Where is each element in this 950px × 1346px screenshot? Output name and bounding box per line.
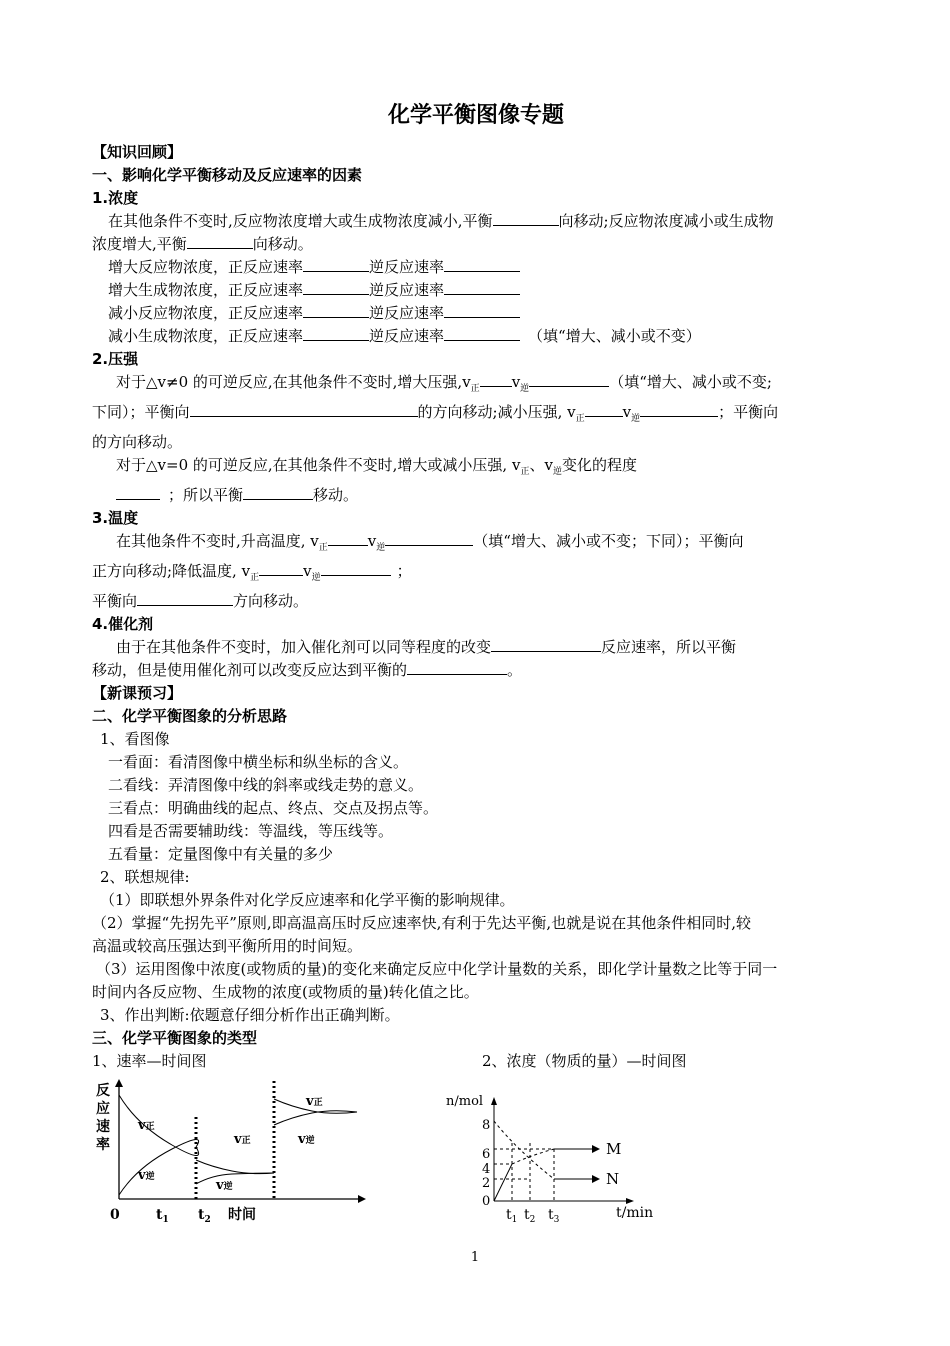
fig2-ylabel: n/mol bbox=[446, 1094, 484, 1109]
text: 的方向移动;减小压强, v bbox=[417, 403, 576, 421]
temperature-heading: 3.温度 bbox=[92, 509, 139, 527]
pressure-text-2 bbox=[92, 454, 860, 507]
fig2-xlabel: t/min bbox=[616, 1205, 654, 1221]
fill-blank[interactable] bbox=[303, 256, 369, 272]
x-axis-arrow bbox=[626, 1198, 634, 1204]
text: 正 bbox=[520, 467, 530, 477]
fig1-vz-label-3: v正 bbox=[306, 1094, 323, 1109]
text: 逆反应速率 bbox=[369, 327, 445, 345]
assoc-heading: 2、联想规律: bbox=[100, 868, 190, 886]
fig1-vn-label-3: v逆 bbox=[298, 1132, 315, 1147]
text: 向移动;反应物浓度减小或生成物 bbox=[558, 212, 774, 230]
text: 反应速率，所以平衡 bbox=[601, 638, 737, 656]
text: ； bbox=[396, 562, 412, 580]
text: （填“增大、减小或不变） bbox=[528, 327, 701, 345]
text: （填“增大、减小或不变; bbox=[609, 373, 772, 391]
fill-blank[interactable] bbox=[493, 210, 559, 226]
fill-blank[interactable] bbox=[303, 325, 369, 341]
fill-blank[interactable] bbox=[328, 530, 368, 546]
text: 方向移动。 bbox=[233, 592, 309, 610]
list-item bbox=[108, 302, 860, 325]
list-item bbox=[108, 325, 860, 348]
fill-blank[interactable] bbox=[585, 401, 623, 417]
text: 。 bbox=[507, 661, 523, 679]
text: 增大生成物浓度，正反应速率 bbox=[108, 281, 304, 299]
fill-blank[interactable] bbox=[444, 256, 520, 272]
ylabel-char: 反 bbox=[96, 1083, 110, 1099]
text: v bbox=[511, 373, 521, 391]
n-label: N bbox=[606, 1170, 620, 1188]
text: v bbox=[303, 562, 312, 580]
text: 逆反应速率 bbox=[369, 304, 445, 322]
fill-blank[interactable] bbox=[116, 484, 160, 500]
tick-label: 4 bbox=[482, 1162, 491, 1177]
judge-text: 3、作出判断:依题意仔细分析作出正确判断。 bbox=[100, 1006, 400, 1024]
m-label: M bbox=[606, 1140, 622, 1158]
fig1-vn-label-2: v逆 bbox=[216, 1178, 233, 1193]
fill-blank[interactable] bbox=[137, 590, 233, 606]
text: 移动，但是使用催化剂可以改变反应达到平衡的 bbox=[92, 661, 408, 679]
assoc-item-2 bbox=[92, 912, 860, 958]
text: 变化的程度 bbox=[561, 456, 637, 474]
fill-blank[interactable] bbox=[444, 325, 520, 341]
t3-label: $t_3$ bbox=[548, 1207, 560, 1225]
ylabel-char: 率 bbox=[96, 1137, 110, 1153]
text: 正 bbox=[575, 414, 585, 424]
text: 、v bbox=[529, 456, 553, 474]
text: 在其他条件不变时,升高温度, v bbox=[116, 532, 319, 550]
text: 下同）；平衡向 bbox=[92, 403, 190, 421]
list-item: 四看是否需要辅助线：等温线，等压线等。 bbox=[108, 822, 394, 840]
tick-label: 6 bbox=[482, 1147, 491, 1162]
pressure-heading: 2.压强 bbox=[92, 350, 139, 368]
concentration-rows bbox=[92, 256, 860, 348]
t2-label: $t_2$ bbox=[524, 1207, 536, 1225]
v-forward-curve-1 bbox=[119, 1095, 199, 1156]
text: ；所以平衡 bbox=[168, 486, 244, 504]
fill-blank[interactable] bbox=[303, 279, 369, 295]
m-line-rise bbox=[494, 1164, 512, 1201]
heading-3: 三、化学平衡图象的类型 bbox=[92, 1029, 258, 1047]
section-preview: 【新课预习】 bbox=[92, 684, 183, 702]
text: 正 bbox=[250, 573, 260, 583]
fig1-vn-label: v逆 bbox=[138, 1168, 155, 1183]
text: 高温或较高压强达到平衡所用的时间短。 bbox=[92, 937, 363, 955]
text: （填“增大、减小或不变；下同）；平衡向 bbox=[473, 532, 744, 550]
text: 减小生成物浓度，正反应速率 bbox=[108, 327, 304, 345]
fig1-vz-label-2: v正 bbox=[234, 1132, 251, 1147]
fill-blank[interactable] bbox=[444, 279, 520, 295]
fill-blank[interactable] bbox=[640, 401, 718, 417]
fig1-origin: 0 bbox=[110, 1207, 120, 1223]
tick-label: 0 bbox=[482, 1194, 491, 1209]
text: 由于在其他条件不变时，加入催化剂可以同等程度的改变 bbox=[116, 638, 492, 656]
text: 正方向移动;降低温度, v bbox=[92, 562, 251, 580]
m-arrow bbox=[592, 1145, 600, 1153]
figure-captions bbox=[92, 1050, 860, 1073]
document-page bbox=[92, 100, 860, 1237]
look-heading: 1、看图像 bbox=[100, 730, 170, 748]
assoc-item-1: （1）即联想外界条件对化学反应速率和化学平衡的影响规律。 bbox=[100, 891, 515, 909]
v-reverse-curve-1 bbox=[119, 1139, 199, 1195]
text: （3）运用图像中浓度(或物质的量)的变化来确定反应中化学计量数的关系，即化学计量数之比等于同一 bbox=[96, 960, 778, 978]
list-item bbox=[108, 256, 860, 279]
list-item: 二看线：弄清图像中线的斜率或线走势的意义。 bbox=[108, 776, 424, 794]
fill-blank[interactable] bbox=[303, 302, 369, 318]
fig1-t1-label: $t_1$ bbox=[156, 1207, 169, 1225]
fill-blank[interactable] bbox=[407, 659, 507, 675]
fill-blank[interactable] bbox=[529, 371, 609, 387]
text: v bbox=[367, 532, 377, 550]
fill-blank[interactable] bbox=[321, 560, 391, 576]
pressure-text bbox=[92, 371, 860, 454]
fill-blank[interactable] bbox=[444, 302, 520, 318]
temperature-text bbox=[92, 530, 860, 613]
fig1-vz-label: v正 bbox=[138, 1118, 155, 1133]
text: 逆 bbox=[631, 414, 641, 424]
v-forward-curve-2 bbox=[196, 1160, 274, 1174]
text: ；平衡向 bbox=[718, 403, 779, 421]
fill-blank[interactable] bbox=[259, 560, 303, 576]
text: 在其他条件不变时,反应物浓度增大或生成物浓度减小,平衡 bbox=[108, 212, 493, 230]
text: 对于△v≠0 的可逆反应,在其他条件不变时,增大压强,v bbox=[116, 373, 471, 391]
text: 逆 bbox=[552, 467, 562, 477]
figures bbox=[92, 1077, 860, 1237]
page-number: 1 bbox=[470, 1250, 480, 1265]
fig1-rate-time-chart bbox=[92, 1077, 372, 1227]
fill-blank[interactable] bbox=[480, 371, 512, 387]
t1-label: $t_1$ bbox=[506, 1207, 518, 1225]
text: 对于△v=0 的可逆反应,在其他条件不变时,增大或减小压强, v bbox=[116, 456, 521, 474]
text: 逆反应速率 bbox=[369, 258, 445, 276]
text: 逆 bbox=[311, 573, 321, 583]
assoc-item-3 bbox=[92, 958, 860, 1004]
text: v bbox=[622, 403, 632, 421]
x-axis-arrow bbox=[358, 1195, 366, 1203]
text: 逆 bbox=[520, 384, 530, 394]
concentration-text bbox=[92, 210, 860, 256]
n-curve-dashed bbox=[494, 1121, 554, 1179]
fig1-ylabel bbox=[96, 1082, 110, 1153]
text: 时间内各反应物、生成物的浓度(或物质的量)转化值之比。 bbox=[92, 983, 479, 1001]
fig1-caption: 1、速率—时间图 bbox=[92, 1052, 207, 1070]
fig1-xlabel: 时间 bbox=[228, 1207, 256, 1223]
fill-blank[interactable] bbox=[385, 530, 473, 546]
fill-blank[interactable] bbox=[187, 233, 253, 249]
text: 移动。 bbox=[313, 486, 359, 504]
heading-2: 二、化学平衡图象的分析思路 bbox=[92, 707, 288, 725]
text: 向移动。 bbox=[252, 235, 313, 253]
ylabel-char: 速 bbox=[96, 1119, 110, 1135]
text: 浓度增大,平衡 bbox=[92, 235, 187, 253]
text: 正 bbox=[470, 384, 480, 394]
fig2-ticks bbox=[482, 1118, 490, 1209]
fill-blank[interactable] bbox=[243, 484, 313, 500]
ylabel-char: 应 bbox=[96, 1101, 110, 1117]
concentration-heading: 1.浓度 bbox=[92, 189, 139, 207]
y-axis-arrow bbox=[491, 1097, 497, 1105]
text: 逆 bbox=[376, 543, 386, 553]
page-title: 化学平衡图像专题 bbox=[387, 103, 564, 128]
list-item: 一看面：看清图像中横坐标和纵坐标的含义。 bbox=[108, 753, 409, 771]
catalyst-heading: 4.催化剂 bbox=[92, 615, 154, 633]
text: 减小反应物浓度，正反应速率 bbox=[108, 304, 304, 322]
text: 增大反应物浓度，正反应速率 bbox=[108, 258, 304, 276]
catalyst-text bbox=[92, 636, 860, 682]
fig2-amount-time-chart bbox=[446, 1077, 686, 1227]
tick-label: 2 bbox=[482, 1176, 491, 1191]
list-item bbox=[108, 279, 860, 302]
list-item: 五看量：定量图像中有关量的多少 bbox=[108, 845, 334, 863]
fig2-caption: 2、浓度（物质的量）—时间图 bbox=[482, 1052, 687, 1070]
fill-blank[interactable] bbox=[190, 401, 418, 417]
list-item: 三看点：明确曲线的起点、终点、交点及拐点等。 bbox=[108, 799, 439, 817]
section-review: 【知识回顾】 bbox=[92, 143, 183, 161]
fig2-guides bbox=[494, 1121, 554, 1201]
fill-blank[interactable] bbox=[491, 636, 601, 652]
heading-1: 一、影响化学平衡移动及反应速率的因素 bbox=[92, 166, 363, 184]
y-axis-arrow bbox=[115, 1079, 123, 1087]
v-reverse-curve-2 bbox=[196, 1173, 274, 1184]
text: 的方向移动。 bbox=[92, 433, 183, 451]
text: 正 bbox=[318, 543, 328, 553]
look-list bbox=[92, 751, 860, 866]
n-arrow bbox=[592, 1175, 600, 1183]
text: （2）掌握“先拐先平”原则,即高温高压时反应速率快,有利于先达平衡,也就是说在其他条件相同时,较 bbox=[92, 914, 751, 932]
tick-label: 8 bbox=[482, 1118, 491, 1133]
text: 平衡向 bbox=[92, 592, 138, 610]
fig1-t2-label: $t_2$ bbox=[198, 1207, 211, 1225]
text: 逆反应速率 bbox=[369, 281, 445, 299]
